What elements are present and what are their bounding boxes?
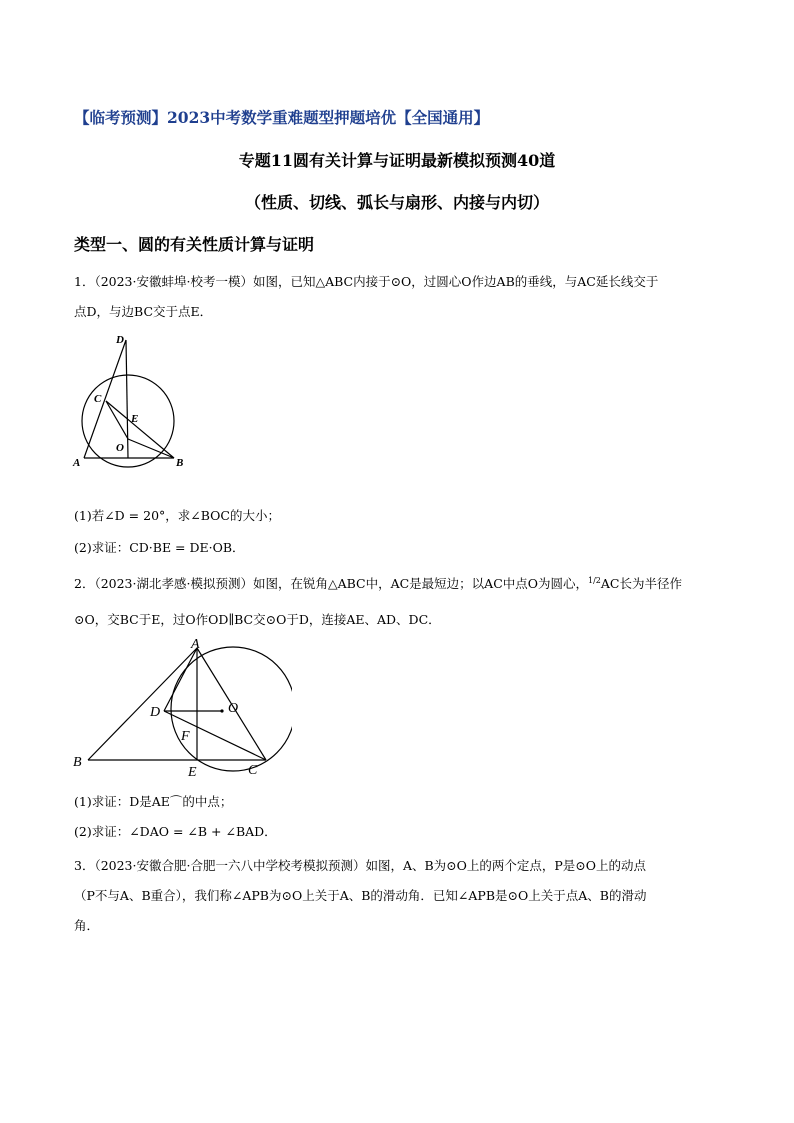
- label-E: E: [188, 765, 197, 780]
- label-O: O: [116, 442, 124, 454]
- label-D: D: [116, 334, 124, 346]
- page-title: 专题11圆有关计算与证明最新模拟预测40道: [238, 151, 556, 170]
- problem-2-figure: [66, 636, 292, 786]
- label-D: D: [150, 705, 161, 720]
- problem-1-figure: [66, 330, 196, 475]
- problem-3-text-line1: 3．（2023·安徽合肥·合肥一六八中学校考模拟预测）如图，A、B为⊙O上的两个定点，P是⊙O上的动点: [74, 858, 647, 873]
- label-C: C: [94, 393, 102, 405]
- problem-2-question-2: (2)求证：∠DAO = ∠B + ∠BAD．: [74, 824, 277, 839]
- label-E: E: [131, 413, 139, 425]
- fraction-half: 1/2: [588, 576, 601, 585]
- problem-1-question-2: (2)求证：CD·BE = DE·OB．: [74, 540, 245, 555]
- label-A: A: [73, 457, 81, 469]
- problem-2-text-line2: ⊙O，交BC于E，过O作OD∥BC交⊙O于D，连接AE、AD、DC．: [74, 612, 441, 627]
- label-A: A: [191, 637, 200, 652]
- section-title: 类型一、圆的有关性质计算与证明: [74, 235, 315, 254]
- problem-2-text-part-a: 2．（2023·湖北孝感·模拟预测）如图，在锐角△ABC中，AC是最短边；以AC中点O为圆心，: [74, 576, 589, 591]
- problem-2-text-line1: [74, 574, 682, 592]
- label-B: B: [176, 457, 184, 469]
- problem-2-question-1: (1)求证：D是AE⌒的中点；: [74, 794, 233, 809]
- problem-3-text-line3: 角．: [74, 918, 100, 933]
- page-header: 【临考预测】2023中考数学重难题型押题培优【全国通用】: [74, 108, 490, 127]
- problem-2-text-part-b: AC长为半径作: [600, 576, 682, 591]
- page-subtitle: （性质、切线、弧长与扇形、内接与内切）: [244, 193, 549, 212]
- label-C: C: [248, 763, 258, 778]
- label-B: B: [73, 755, 82, 770]
- problem-1-text-line1: 1．（2023·安徽蚌埠·校考一模）如图，已知△ABC内接于⊙O，过圆心O作边AB的垂线，与AC延长线交于: [74, 274, 659, 289]
- label-O: O: [228, 701, 239, 716]
- problem-1-question-1: (1)若∠D = 20°，求∠BOC的大小；: [74, 508, 280, 523]
- problem-1-text-line2: 点D，与边BC交于点E．: [74, 304, 213, 319]
- problem-3-text-line2: （P不与A、B重合），我们称∠APB为⊙O上关于A、B的滑动角．已知∠APB是⊙O上关于点A、B的滑动: [74, 888, 647, 903]
- label-F: F: [181, 729, 190, 744]
